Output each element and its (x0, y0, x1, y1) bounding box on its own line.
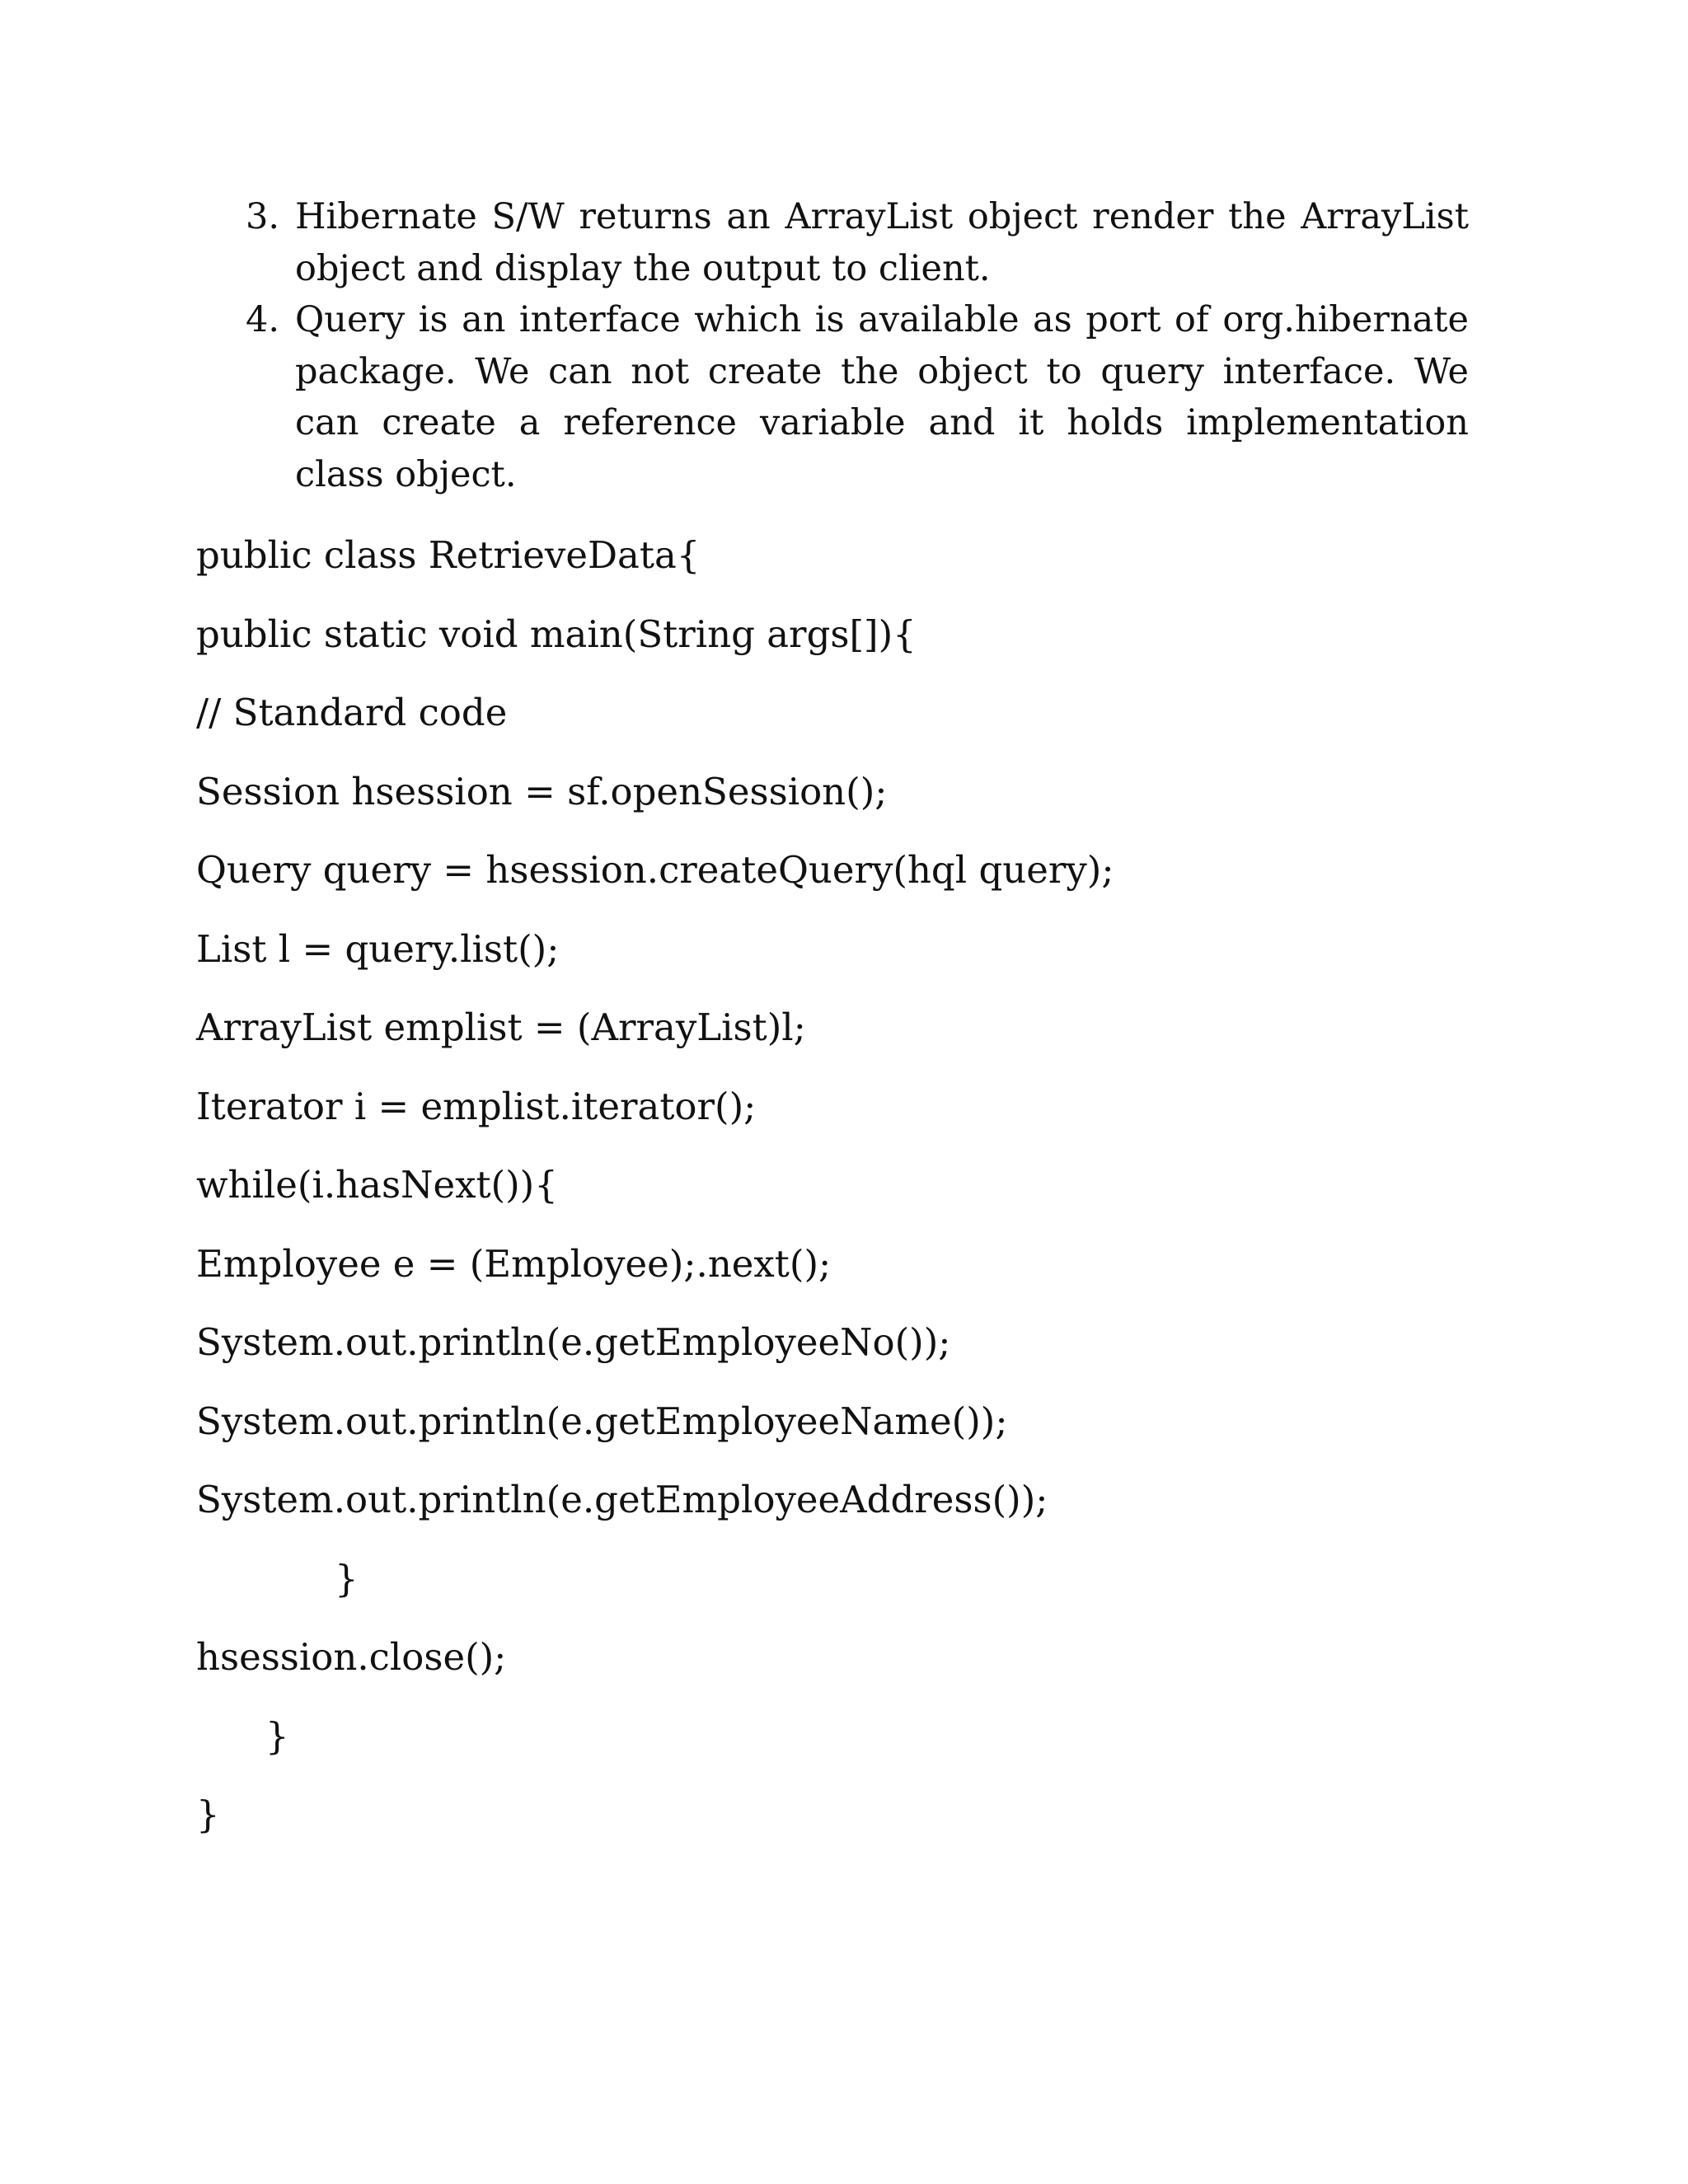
code-line-create-query: Query query = hsession.createQuery(hql query); (196, 848, 1114, 892)
list-item-text: Hibernate S/W returns an ArrayList object render the ArrayList object and display the output to client. (295, 196, 1469, 289)
list-item-text: Query is an interface which is available as port of org.hibernate package. We can not create the object to query interface. We can create a reference variable and it holds implementation class object. (295, 299, 1469, 495)
list-item (196, 294, 1469, 500)
code-line-employee-next: Employee e = (Employee);.next(); (196, 1242, 832, 1286)
code-line-print-employee-no: System.out.println(e.getEmployeeNo()); (196, 1320, 951, 1364)
list-item-number: 4. (246, 299, 280, 340)
code-line-open-session: Session hsession = sf.openSession(); (196, 770, 888, 813)
code-line-print-employee-address: System.out.println(e.getEmployeeAddress()); (196, 1478, 1048, 1521)
code-line-session-close: hsession.close(); (196, 1635, 507, 1679)
code-line-query-list: List l = query.list(); (196, 927, 560, 971)
code-line-iterator: Iterator i = emplist.iterator(); (196, 1085, 757, 1128)
code-line-print-employee-name: System.out.println(e.getEmployeeName()); (196, 1399, 1008, 1443)
code-line-close-while: } (335, 1557, 359, 1601)
code-line-main-method: public static void main(String args[]){ (196, 612, 917, 656)
code-line-close-main: } (265, 1714, 289, 1758)
code-line-comment: // Standard code (196, 691, 508, 734)
code-line-close-class: } (196, 1793, 220, 1836)
code-line-arraylist-cast: ArrayList emplist = (ArrayList)l; (196, 1005, 806, 1049)
numbered-list (196, 191, 1469, 500)
code-line-class-declaration: public class RetrieveData{ (196, 533, 701, 577)
list-item (196, 191, 1469, 294)
list-item-number: 3. (246, 196, 280, 237)
code-line-while-loop: while(i.hasNext()){ (196, 1163, 558, 1207)
